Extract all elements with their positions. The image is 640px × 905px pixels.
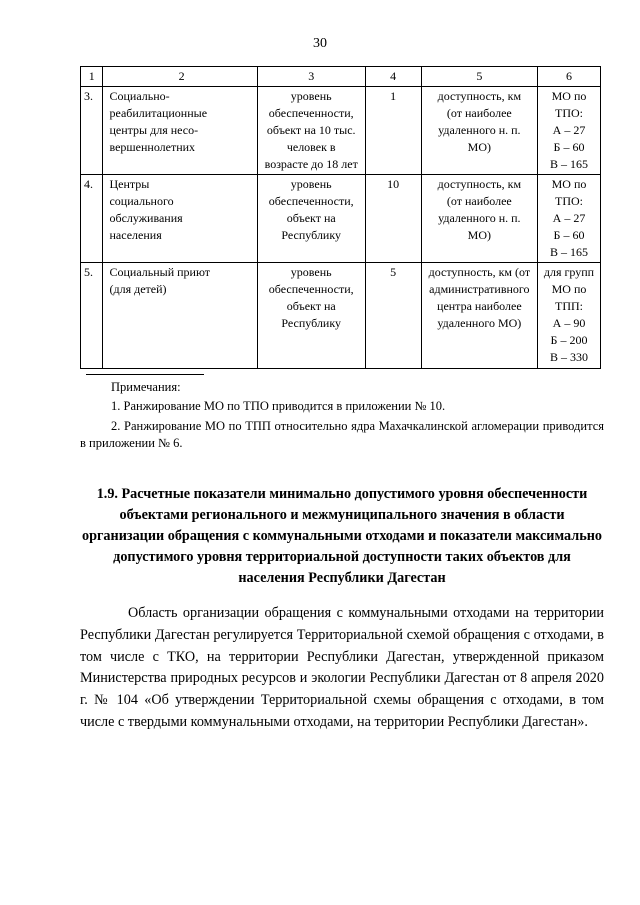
indicator-value-cell: 1 — [365, 87, 421, 175]
note-item-1: 1. Ранжирование МО по ТПО приводится в приложении № 10. — [111, 399, 446, 413]
facility-name-line: социального — [109, 194, 174, 208]
requirements-table — [80, 66, 601, 369]
body-paragraph: Область организации обращения с коммунальными отходами на территории Республики Дагестан регулируется Территориальной схемой обращения с отходами, в том числе с ТКО, на территории Республики Дагестан, утвержденной приказом Министерства природных ресурсов и экологии Республики Дагестан от 8 апреля 2020 г. № 104 «Об утверждении Территориальной схемы обращения с отходами, в том числе с твердыми коммунальными отходами, на территории Республики Дагестан». — [80, 605, 604, 730]
accessibility-line: доступность, км (от — [428, 265, 531, 279]
header-col-3: 3 — [257, 67, 365, 87]
facility-name-line: (для детей) — [109, 282, 167, 296]
mo-groups-line: для групп — [543, 265, 595, 279]
note-item-2: 2. Ранжирование МО по ТПП относительно ядра Махачкалинской агломерации приводится в приложении № 6. — [80, 419, 604, 450]
mo-groups-line: В – 165 — [549, 157, 588, 171]
facility-name-line: населения — [109, 228, 162, 242]
notes-title: Примечания: — [111, 380, 181, 394]
mo-groups-line: ТПО: — [555, 106, 583, 120]
header-col-5: 5 — [421, 67, 537, 87]
accessibility-line: МО) — [467, 140, 492, 154]
facility-name-line: центры для несо- — [109, 123, 199, 137]
table-row — [81, 263, 601, 369]
header-col-2: 2 — [103, 67, 257, 87]
mo-groups-cell — [538, 87, 601, 175]
indicator-type-line: Республику — [281, 228, 342, 242]
row-number-cell: 3. — [81, 87, 103, 175]
mo-groups-line: МО по — [551, 177, 587, 191]
accessibility-cell — [421, 175, 537, 263]
mo-groups-line: В – 165 — [549, 245, 588, 259]
mo-groups-line: А – 27 — [552, 123, 586, 137]
indicator-type-cell — [257, 175, 365, 263]
indicator-type-line: возрасте до 18 лет — [264, 157, 358, 171]
notes-block — [80, 374, 604, 452]
indicator-type-cell — [257, 87, 365, 175]
accessibility-line: (от наиболее — [446, 194, 512, 208]
indicator-type-line: обеспеченности, — [268, 106, 354, 120]
indicator-type-line: обеспеченности, — [268, 282, 354, 296]
indicator-type-line: объект на — [286, 299, 336, 313]
row-number-cell: 5. — [81, 263, 103, 369]
indicator-type-line: уровень — [290, 89, 332, 103]
accessibility-line: доступность, км — [437, 89, 522, 103]
mo-groups-cell — [538, 175, 601, 263]
facility-name-line: Социальный приют — [109, 265, 211, 279]
accessibility-line: административного — [429, 282, 530, 296]
facility-name-line: вершеннолетних — [109, 140, 196, 154]
accessibility-line: (от наиболее — [446, 106, 512, 120]
mo-groups-line: Б – 200 — [550, 333, 588, 347]
indicator-type-line: Республику — [281, 316, 342, 330]
indicator-type-line: обеспеченности, — [268, 194, 354, 208]
mo-groups-line: А – 90 — [552, 316, 586, 330]
indicator-value-cell: 5 — [365, 263, 421, 369]
indicator-type-line: уровень — [290, 265, 332, 279]
indicator-type-cell — [257, 263, 365, 369]
section-title: 1.9. Расчетные показатели минимально допустимого уровня обеспеченности объектами регионального и межмуниципального значения в области организации обращения с коммунальными отходами и показатели максимально допустимого уровня территориальной доступности таких объектов для населения Республики Дагестан — [82, 486, 602, 586]
header-col-6: 6 — [538, 67, 601, 87]
accessibility-line: доступность, км — [437, 177, 522, 191]
mo-groups-line: Б – 60 — [553, 140, 585, 154]
accessibility-line: удаленного н. п. — [438, 123, 521, 137]
mo-groups-cell — [538, 263, 601, 369]
mo-groups-line: МО по — [551, 89, 587, 103]
facility-name-line: обслуживания — [109, 211, 183, 225]
facility-name-line: Центры — [109, 177, 150, 191]
accessibility-line: удаленного МО) — [437, 316, 522, 330]
accessibility-line: удаленного н. п. — [438, 211, 521, 225]
table-row — [81, 87, 601, 175]
indicator-type-line: объект на 10 тыс. — [266, 123, 356, 137]
indicator-type-line: человек в — [286, 140, 336, 154]
facility-name-line: Социально- — [109, 89, 170, 103]
mo-groups-line: ТПО: — [555, 194, 583, 208]
table-row — [81, 175, 601, 263]
mo-groups-line: В – 330 — [549, 350, 588, 364]
indicator-value-cell: 10 — [365, 175, 421, 263]
indicator-type-line: объект на — [286, 211, 336, 225]
header-col-4: 4 — [365, 67, 421, 87]
mo-groups-line: А – 27 — [552, 211, 586, 225]
accessibility-line: центра наиболее — [437, 299, 522, 313]
row-number-cell: 4. — [81, 175, 103, 263]
facility-name-cell — [103, 175, 257, 263]
indicator-type-line: уровень — [290, 177, 332, 191]
accessibility-cell — [421, 263, 537, 369]
page-number: 30 — [313, 36, 327, 51]
facility-name-cell — [103, 263, 257, 369]
mo-groups-line: Б – 60 — [553, 228, 585, 242]
mo-groups-line: МО по — [551, 282, 587, 296]
accessibility-line: МО) — [467, 228, 492, 242]
table-header-row — [81, 67, 601, 87]
accessibility-cell — [421, 87, 537, 175]
header-col-1: 1 — [81, 67, 103, 87]
facility-name-cell — [103, 87, 257, 175]
facility-name-line: реабилитационные — [109, 106, 208, 120]
mo-groups-line: ТПП: — [555, 299, 583, 313]
notes-divider — [86, 374, 204, 375]
